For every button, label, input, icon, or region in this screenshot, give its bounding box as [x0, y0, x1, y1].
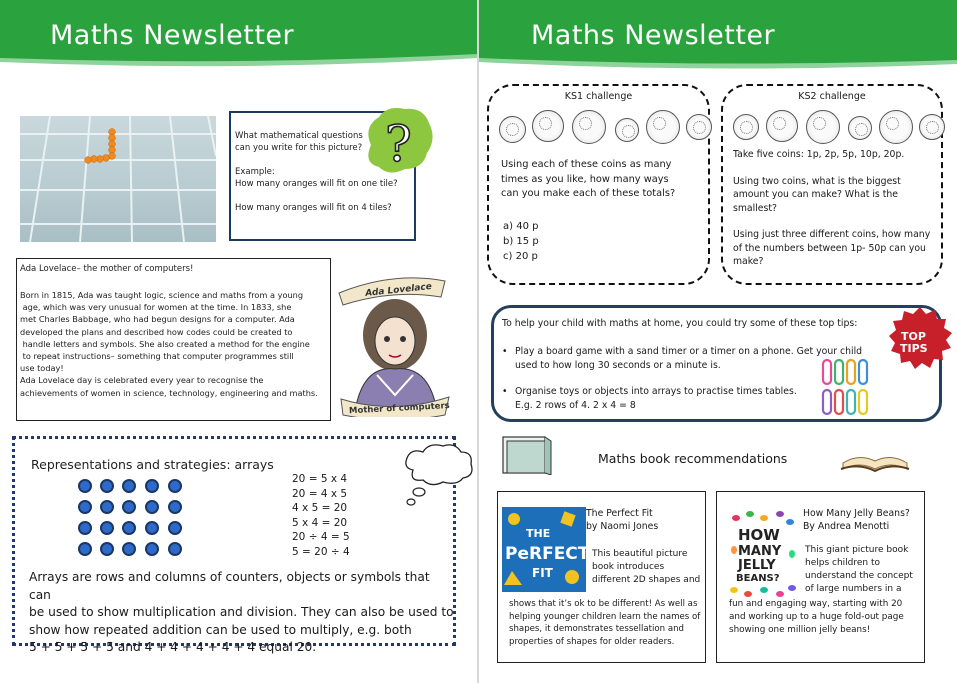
- coin-icon: [848, 116, 872, 140]
- ada-line: Born in 1815, Ada was taught logic, science and maths from a young: [20, 290, 304, 300]
- arrays-line: be used to show multiplication and division. They can also be used to: [29, 605, 454, 619]
- ada-line: achievements of women in science, technology, engineering and maths.: [20, 387, 318, 398]
- ks1-option: c) 20 p: [503, 251, 538, 262]
- books-heading: Maths book recommendations: [598, 451, 788, 466]
- ks1-option: b) 15 p: [503, 236, 539, 247]
- book-line: showing one million jelly beans!: [729, 624, 871, 635]
- array-dot: [145, 500, 159, 514]
- ks2-line: Using two coins, what is the biggest: [733, 175, 901, 187]
- book-card-jelly-beans: [716, 491, 925, 663]
- svg-text:JELLY: JELLY: [738, 558, 776, 573]
- arrays-explanation: [29, 569, 454, 657]
- svg-text:?: ?: [385, 115, 412, 173]
- book-cover: [502, 507, 586, 592]
- tip-item: [502, 345, 862, 372]
- array-dot: [100, 521, 114, 535]
- arrays-box: [12, 436, 456, 654]
- ks2-line: smallest?: [733, 202, 777, 214]
- array-dot: [168, 500, 182, 514]
- ada-line: to repeat instructions– something that computer programmes still: [20, 351, 294, 362]
- book-line: book introduces: [592, 562, 665, 572]
- array-dot: [145, 521, 159, 535]
- svg-text:TOP: TOP: [901, 330, 926, 343]
- ks2-question: [733, 148, 938, 269]
- tip-line: E.g. 2 rows of 4. 2 x 4 = 8: [515, 399, 636, 411]
- equation: 20 ÷ 4 = 5: [292, 531, 350, 544]
- ada-title: Ada Lovelace– the mother of computers!: [20, 264, 194, 274]
- header-title: Maths Newsletter: [50, 20, 295, 51]
- question-line: can you write for this picture?: [235, 143, 363, 153]
- book-line: understand the concept: [805, 571, 913, 581]
- book-line: properties of shapes for older readers.: [509, 636, 675, 647]
- ks1-title: KS1 challenge: [564, 91, 633, 102]
- coin-icon: [766, 110, 798, 142]
- ks2-line: Take five coins: 1p, 2p, 5p, 10p, 20p.: [733, 149, 905, 160]
- arrays-line: show how repeated addition can be used to multiply, e.g. both: [29, 622, 412, 637]
- array-dot: [145, 542, 159, 556]
- svg-text:MANY: MANY: [738, 544, 782, 559]
- right-header: [479, 0, 957, 80]
- book-title: [586, 507, 658, 533]
- svg-text:HOW: HOW: [738, 526, 780, 544]
- book-line: shapes, it demonstrates tessellation and: [509, 624, 684, 635]
- ada-lovelace-box: [16, 258, 331, 421]
- array-dot: [122, 479, 136, 493]
- array-dot: [78, 500, 92, 514]
- coin-icon: [806, 110, 840, 144]
- coin-icon: [532, 110, 564, 142]
- arrays-title: Representations and strategies: arrays: [31, 457, 274, 472]
- coin-icon: [879, 110, 913, 144]
- oranges-photo: [20, 116, 216, 242]
- equations: [292, 472, 350, 560]
- ada-line: age, which was very unusual for women at the time. In 1833, she: [20, 302, 292, 313]
- tip-line: used to how long 30 seconds or a minute is.: [515, 359, 721, 371]
- ks1-option: a) 40 p: [503, 221, 539, 232]
- book-bottom-desc: [509, 598, 700, 648]
- book-line: helps children to: [805, 558, 881, 568]
- tips-intro: To help your child with maths at home, you could try some of these top tips:: [502, 318, 858, 329]
- top-tips-badge: [888, 306, 953, 371]
- open-book-icon: [839, 443, 911, 473]
- book-line: helping younger children learn the names of: [509, 611, 701, 622]
- book-title: [803, 507, 910, 533]
- book-line: fun and engaging way, starting with 20: [729, 599, 903, 609]
- paperclips-icon: [817, 358, 877, 418]
- ks2-line: of the numbers between 1p- 50p can you: [733, 242, 926, 254]
- coin-icon: [733, 114, 759, 140]
- ada-line: developed the plans and described how codes could be created to: [20, 326, 293, 337]
- array-dot: [100, 479, 114, 493]
- left-page: [0, 0, 478, 683]
- question-mark-icon: [361, 105, 435, 177]
- book-line: shows that it’s ok to be different! As well as: [509, 599, 698, 609]
- tip-item: [502, 385, 862, 412]
- ks2-line: make?: [733, 256, 764, 267]
- array-dot: [145, 479, 159, 493]
- ks1-question: [501, 158, 675, 202]
- book-title-text: How Many Jelly Beans?: [803, 508, 910, 519]
- array-dot: [168, 521, 182, 535]
- equation: 5 x 4 = 20: [292, 516, 348, 529]
- ks1-line: can you make each of these totals?: [501, 188, 676, 200]
- book-line: and working up to a huge fold-out page: [729, 611, 904, 622]
- book-title-text: The Perfect Fit: [586, 508, 653, 519]
- coin-icon: [646, 110, 680, 144]
- book-line: This giant picture book: [805, 545, 909, 555]
- arrays-line: Arrays are rows and columns of counters, objects or symbols that can: [29, 570, 430, 602]
- array-dot: [100, 500, 114, 514]
- svg-text:BEANS?: BEANS?: [736, 573, 780, 584]
- equation: 4 x 5 = 20: [292, 502, 348, 515]
- array-dot: [122, 500, 136, 514]
- coin-icon: [919, 114, 945, 140]
- book-icon: [501, 435, 553, 475]
- ks2-title: KS2 challenge: [798, 91, 866, 102]
- header-title: Maths Newsletter: [531, 20, 776, 51]
- array-dot: [122, 521, 136, 535]
- coin-icon: [615, 118, 639, 142]
- book-bottom-desc: [729, 598, 904, 636]
- left-header: [0, 0, 478, 80]
- book-author: By Andrea Menotti: [803, 521, 890, 532]
- ada-line: Ada Lovelace day is celebrated every year to recognise the: [20, 375, 264, 386]
- tip-line: • Organise toys or objects into arrays to practise times tables.: [515, 386, 797, 397]
- svg-text:PeRFECT: PeRFECT: [505, 544, 586, 564]
- coin-icon: [686, 114, 712, 140]
- thought-cloud-icon: [399, 440, 477, 508]
- array-dot: [168, 479, 182, 493]
- book-line: of large numbers in a: [805, 584, 902, 594]
- ks1-options: [503, 219, 539, 264]
- ada-line: met Charles Babbage, who had begun designs for a computer. Ada: [20, 314, 295, 325]
- array-dot: [168, 542, 182, 556]
- ks2-line: amount you can make? What is the: [733, 189, 898, 200]
- equation: 20 = 4 x 5: [292, 487, 348, 500]
- example-question: How many oranges will fit on 4 tiles?: [235, 203, 392, 213]
- tip-line: • Play a board game with a sand timer or a timer on a phone. Get your child: [515, 346, 863, 357]
- svg-text:TIPS: TIPS: [900, 342, 928, 355]
- book-line: This beautiful picture: [592, 549, 688, 559]
- book-side-desc: [592, 548, 700, 587]
- question-line: What mathematical questions: [235, 131, 363, 141]
- svg-text:Ada Lovelace: Ada Lovelace: [364, 281, 433, 299]
- ks2-challenge-box: [721, 84, 943, 285]
- ada-line: handle letters and symbols. She also created a method for the engine: [20, 338, 310, 349]
- tips-list: [502, 345, 862, 425]
- coin-icon: [572, 110, 606, 144]
- example-label: Example:: [235, 167, 275, 177]
- svg-text:THE: THE: [526, 527, 551, 540]
- arrays-line: 5 + 5 + 5 + 5 and 4 + 4 + 4 + 4 + 4 equal 20.: [29, 640, 317, 654]
- equation: 5 = 20 ÷ 4: [292, 545, 350, 558]
- equation: 20 = 5 x 4: [292, 473, 348, 485]
- book-line: different 2D shapes and: [592, 575, 701, 585]
- book-side-desc: [805, 544, 913, 596]
- book-cover: [730, 510, 814, 595]
- ada-body: [20, 289, 327, 399]
- example-question: How many oranges will fit on one tile?: [235, 179, 398, 189]
- array-dot: [78, 521, 92, 535]
- svg-text:FIT: FIT: [532, 566, 553, 580]
- ks1-line: times as you like, how many ways: [501, 173, 669, 185]
- array-dot: [122, 542, 136, 556]
- right-page: [479, 0, 957, 683]
- array-dot: [78, 479, 92, 493]
- array-dot: [100, 542, 114, 556]
- svg-text:Mother of computers: Mother of computers: [348, 401, 450, 417]
- book-card-perfect-fit: [497, 491, 706, 663]
- array-dot: [78, 542, 92, 556]
- ks1-line: Using each of these coins as many: [501, 159, 672, 170]
- ada-line: use today!: [20, 363, 64, 374]
- coin-icon: [499, 116, 526, 143]
- ks1-challenge-box: [487, 84, 710, 285]
- book-author: by Naomi Jones: [586, 521, 659, 532]
- ks2-line: Using just three different coins, how many: [733, 229, 931, 240]
- ada-lovelace-illustration: [333, 265, 453, 417]
